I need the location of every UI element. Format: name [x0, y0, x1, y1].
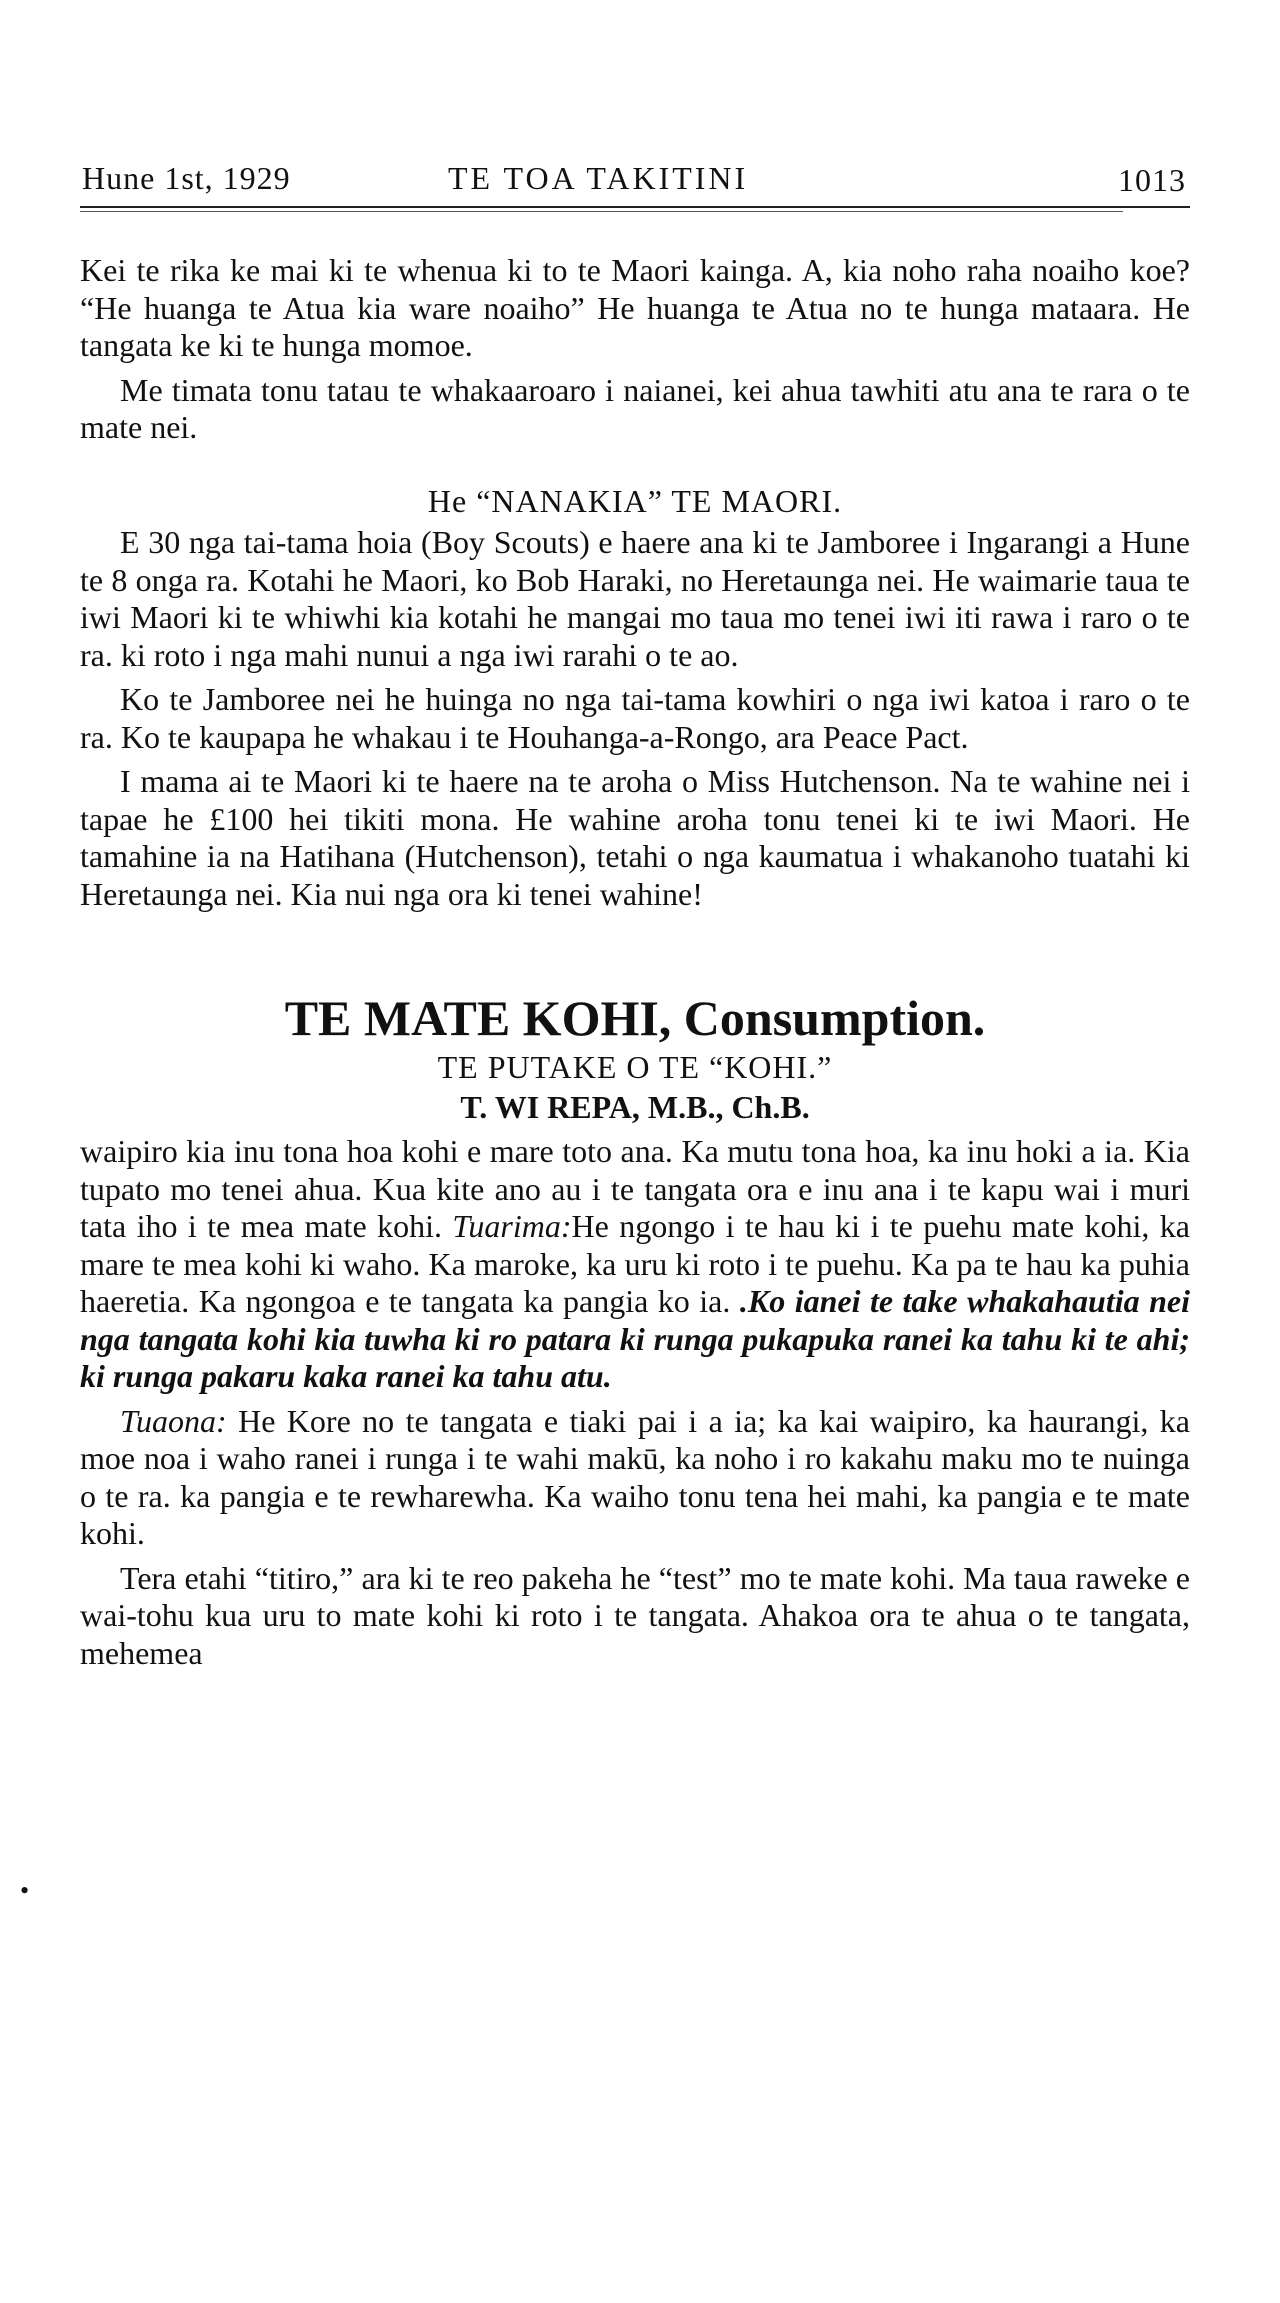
header-date: Hune 1st, 1929: [82, 160, 291, 196]
header-page-number: 1013: [1118, 162, 1186, 198]
article-title: TE MATE KOHI, Consumption.: [284, 990, 986, 1046]
paragraph: Tera etahi “titiro,” ara ki te reo pakeha he “test” mo te mate kohi. Ma taua raweke e wai-tohu kua uru to mate kohi ki roto i te tangata. Ahakoa ora te ahua o te tangata, mehemea: [80, 1559, 1190, 1671]
paragraph: [80, 1403, 1190, 1553]
page: [80, 150, 1190, 1679]
margin-dot: •: [20, 1876, 30, 1905]
paragraph: E 30 nga tai-tama hoia (Boy Scouts) e haere ana ki te Jamboree i Ingarangi a Hune te 8 onga ra. Kotahi he Maori, ko Bob Haraki, no Heretaunga nei. He waimarie taua te iwi Maori ki te whiwhi kia kotahi he mangai mo taua mo tenei iwi iti rawa i raro o te ra. ki roto i nga mahi nunui a nga iwi rarahi o te ao.: [80, 524, 1190, 673]
article-subtitle: TE PUTAKE O TE “KOHI.”: [437, 1049, 833, 1085]
section-intro: [80, 252, 1190, 913]
label-tuaona: Tuaona:: [120, 1402, 227, 1439]
emphasis-run: .Ko ianei te take whakahautia nei nga tangata kohi kia tuwha ki ro patara ki runga pukapuka ranei ka tahu ki te ahi; ki runga pakaru kaka ranei ka tahu atu.: [80, 1283, 1191, 1394]
paragraph: Me timata tonu tatau te whakaaroaro i naianei, kei ahua tawhiti atu ana te rara o te mate nei.: [80, 371, 1190, 445]
label-tuarima: Tuarima:: [452, 1208, 572, 1244]
article-title-block: [80, 989, 1190, 1127]
header-rule-thin: [80, 211, 1123, 212]
paragraph: I mama ai te Maori ki te haere na te aroha o Miss Hutchenson. Na te wahine nei i tapae he £100 hei tikiti mona. He wahine aroha tonu tenei ki te iwi Maori. He tamahine ia na Hatihana (Hutchenson), tetahi o nga kaumatua i whakanoho tuatahi ki Heretaunga nei. Kia nui nga ora ki tenei wahine!: [80, 763, 1190, 912]
paragraph: [80, 1133, 1190, 1396]
article-author: T. WI REPA, M.B., Ch.B.: [460, 1089, 810, 1125]
header-journal-title: TE TOA TAKITINI: [448, 160, 749, 196]
paragraph: Kei te rika ke mai ki te whenua ki to te Maori kainga. A, kia noho raha noaiho koe? “He huanga te Atua kia ware noaiho” He huanga te Atua no te hunga mataara. He tangata ke ki te hunga momoe.: [80, 252, 1190, 363]
text-run: waipiro kia inu tona hoa kohi e mare toto ana. Ka mutu tona hoa, ka inu hoki a ia. Kia tupato mo tenei ahua. Kua kite ano au i te tangata ora e inu ana i te kapu wai i muri tata iho i te mea mate kohi.: [80, 1133, 1190, 1244]
running-head: [80, 150, 1190, 200]
section-heading: He “NANAKIA” TE MAORI.: [427, 482, 843, 519]
article-body: [80, 1133, 1190, 1672]
text-run: He ngongo i te hau ki i te puehu mate kohi, ka mare te mea kohi ki waho. Ka maroke, ka uru ki roto i te puehu. Ka pa te hau ka puhia haeretia. Ka ngongoa e te tangata ka pangia ko ia.: [80, 1208, 1191, 1319]
paragraph: Ko te Jamboree nei he huinga no nga tai-tama kowhiri o nga iwi katoa i raro o te ra. Ko te kaupapa he whakau i te Houhanga-a-Rongo, ara Peace Pact.: [80, 681, 1190, 755]
text-run: He Kore no te tangata e tiaki pai i a ia; ka kai waipiro, ka haurangi, ka moe noa i waho ranei i runga i te wahi makū, ka noho i ro kakahu maku mo te nuinga o te ra. ka pangia e te rewharewha. Ka waiho tonu tena hei mahi, ka pangia e te mate kohi.: [80, 1402, 1190, 1551]
header-rule: [80, 206, 1190, 208]
